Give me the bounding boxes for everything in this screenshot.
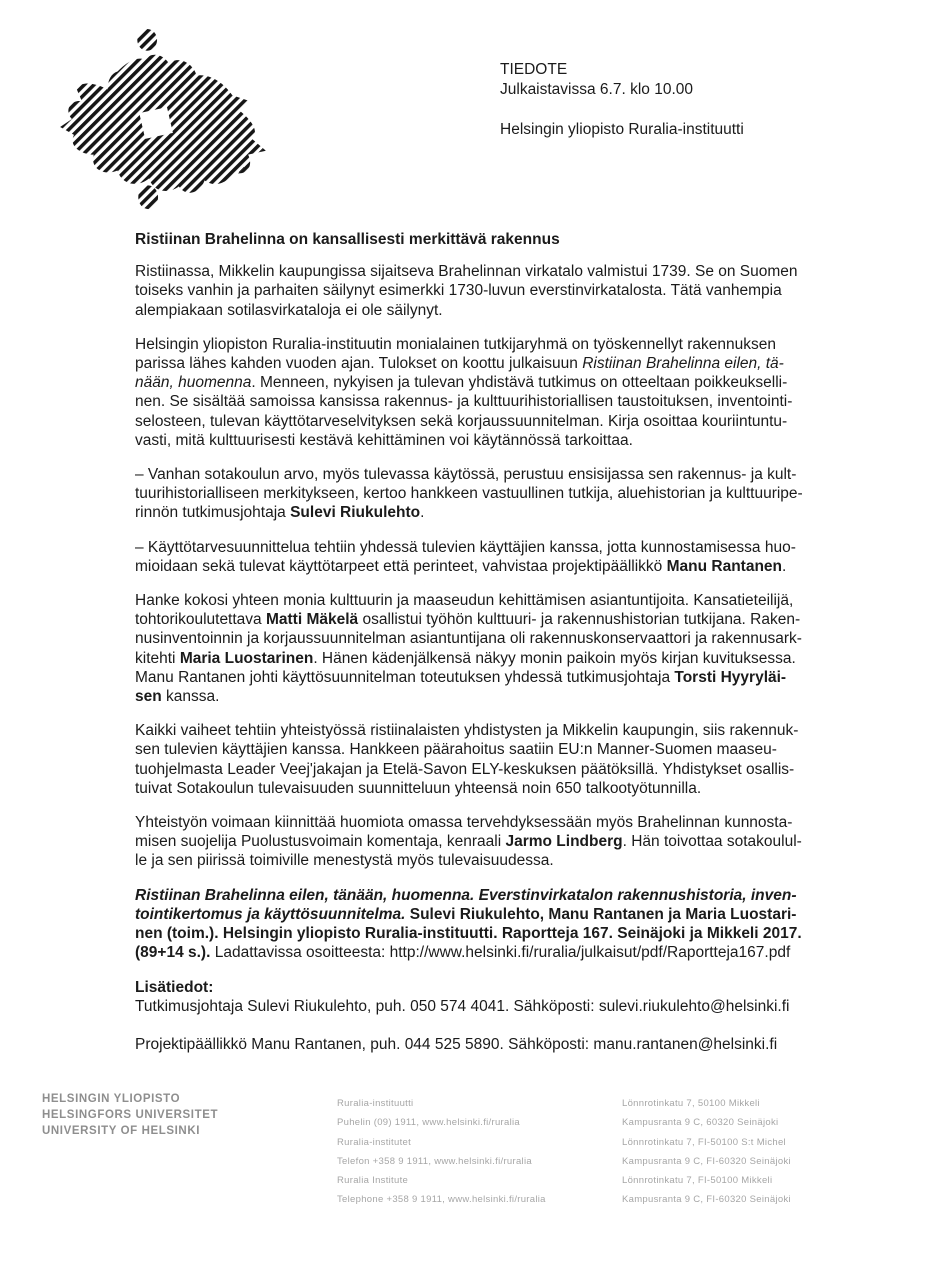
text-line: tohtorikoulutettava Matti Mäkelä osallistui työhön kulttuuri- ja rakennushistorian tutkijana. Raken- — [135, 611, 801, 629]
contact-lines — [135, 997, 923, 1054]
document-title: Ristiinan Brahelinna on kansallisesti merkittävä rakennus — [135, 231, 560, 248]
footer-institute-line: Telefon +358 9 1911, www.helsinki.fi/ruralia — [337, 1155, 532, 1167]
text-line: Helsingin yliopiston Ruralia-instituutin monialainen tutkijaryhmä on työskennellyt rakennuksen — [135, 335, 777, 353]
footer-institute-line: Ruralia Institute — [337, 1175, 409, 1187]
contact-line: Projektipäällikkö Manu Rantanen, puh. 044 525 5890. Sähköposti: manu.rantanen@helsinki.fi — [135, 1035, 778, 1053]
footer-institute-column — [337, 1094, 546, 1210]
body-paragraphs — [135, 262, 923, 962]
text-line: Hanke kokosi yhteen monia kulttuurin ja maaseudun kehittämisen asiantuntijoita. Kansatieteilijä, — [135, 592, 794, 610]
lion-emblem-icon — [60, 28, 268, 216]
footer-institute-line: Puhelin (09) 1911, www.helsinki.fi/ruralia — [337, 1117, 520, 1129]
text-line: toiseks vanhin ja parhaiten säilynyt esimerkki 1730-luvun everstinvirkatalosta. Tätä vanhempia — [135, 282, 782, 300]
text-line: Manu Rantanen johti käyttösuunnitelman toteutuksen yhdessä tutkimusjohtaja Torsti Hyyryläi- — [135, 668, 787, 686]
paragraph — [135, 721, 923, 798]
text-line: – Vanhan sotakoulun arvo, myös tulevassa käytössä, perustuu ensisijassa sen rakennus- ja kult- — [135, 466, 797, 484]
university-name: HELSINGIN YLIOPISTO — [42, 1093, 181, 1105]
text-line: nusinventoinnin ja korjaussuunnitelman asiantuntijana oli rakennuskonservaattori ja rakennusark- — [135, 630, 802, 648]
text-line: mioidaan sekä tulevat käyttötarpeet että perinteet, vahvistaa projektipäällikkö Manu Rantanen. — [135, 557, 787, 575]
text-line: alempiakaan sotilasvirkataloja ei ole säilynyt. — [135, 301, 443, 319]
footer-address-line: Kampusranta 9 C, FI-60320 Seinäjoki — [622, 1155, 791, 1167]
text-line: tuohjelmasta Leader Veej'jakajan ja Etelä-Savon ELY-keskuksen päätöksillä. Yhdistykset osallis- — [135, 760, 795, 778]
footer-address-line: Lönnrotinkatu 7, FI-50100 Mikkeli — [622, 1175, 773, 1187]
footer-address-line: Kampusranta 9 C, 60320 Seinäjoki — [622, 1117, 779, 1129]
university-name: UNIVERSITY OF HELSINKI — [42, 1125, 201, 1137]
organization-name: Helsingin yliopisto Ruralia-instituutti — [500, 121, 744, 138]
footer-institute-line: Ruralia-institutet — [337, 1136, 412, 1148]
text-line: tointikertomus ja käyttösuunnitelma. Sulevi Riukulehto, Manu Rantanen ja Maria Luostari- — [135, 905, 797, 923]
university-of-helsinki-logo — [60, 28, 268, 216]
text-line: Ristiinan Brahelinna eilen, tänään, huomenna. Everstinvirkatalon rakennushistoria, inven- — [135, 886, 797, 904]
text-line: tuurihistorialliseen merkitykseen, kertoo hankkeen vastuullinen tutkija, aluehistorian ja kulttuuripe- — [135, 485, 803, 503]
paragraph — [135, 262, 923, 320]
publish-info: Julkaistavissa 6.7. klo 10.00 — [500, 81, 693, 98]
contact-section — [135, 978, 923, 1055]
text-line: sen kanssa. — [135, 688, 220, 706]
press-release-header — [500, 60, 744, 140]
text-line: Ristiinassa, Mikkelin kaupungissa sijaitseva Brahelinnan virkatalo valmistui 1739. Se on Suomen — [135, 263, 798, 281]
footer-address-line: Lönnrotinkatu 7, 50100 Mikkeli — [622, 1098, 760, 1109]
text-line: rinnön tutkimusjohtaja Sulevi Riukulehto. — [135, 504, 425, 522]
text-line: le ja sen piirissä toimiville menestystä myös tulevaisuudessa. — [135, 852, 554, 870]
text-line: selosteen, tulevan käyttötarveselvityksen sekä korjaussuunnitelman. Kirja osoittaa kouriintuntu- — [135, 412, 788, 430]
text-line: kitehti Maria Luostarinen. Hänen kädenjälkensä näkyy monin paikoin myös kirjan kuvituksessa. — [135, 649, 796, 667]
document-body — [135, 230, 923, 1073]
text-line: nen (toim.). Helsingin yliopisto Ruralia-instituutti. Raportteja 167. Seinäjoki ja Mikkeli 2017. — [135, 925, 802, 943]
text-line: tuivat Sotakoulun tulevaisuuden suunnitteluun yhteensä noin 650 talkootyötunnilla. — [135, 779, 702, 797]
text-line: nään, huomenna. Menneen, nykyisen ja tulevan yhdistävä tutkimus on otteeltaan poikkeukselli- — [135, 374, 788, 392]
text-line: vasti, mitä kulttuurisesti kestävä kehittäminen voi käytännössä tarkoittaa. — [135, 431, 633, 449]
paragraph — [135, 886, 923, 963]
text-line: parissa lähes kahden vuoden ajan. Tulokset on koottu julkaisuun Ristiinan Brahelinna eilen, tä- — [135, 355, 784, 373]
contact-line: Tutkimusjohtaja Sulevi Riukulehto, puh. 050 574 4041. Sähköposti: sulevi.riukulehto@helsinki.fi — [135, 997, 790, 1015]
footer-address-line: Kampusranta 9 C, FI-60320 Seinäjoki — [622, 1194, 791, 1206]
footer-address-column — [622, 1094, 791, 1210]
text-line: nen. Se sisältää samoissa kansissa rakennus- ja kulttuurihistoriallisen taustoituksen, inventointi- — [135, 393, 793, 411]
footer-university-names — [42, 1091, 218, 1139]
paragraph — [135, 465, 923, 523]
university-name: HELSINGFORS UNIVERSITET — [42, 1109, 219, 1121]
contact-heading: Lisätiedot: — [135, 978, 214, 996]
footer-institute-line: Telephone +358 9 1911, www.helsinki.fi/ruralia — [337, 1194, 546, 1206]
text-line: misen suojelija Puolustusvoimain komentaja, kenraali Jarmo Lindberg. Hän toivottaa sotakoulul- — [135, 833, 802, 851]
text-line: sen tulevien käyttäjien kanssa. Hankkeen päärahoitus saatiin EU:n Manner-Suomen maaseu- — [135, 741, 777, 759]
footer-address-line: Lönnrotinkatu 7, FI-50100 S:t Michel — [622, 1136, 786, 1148]
paragraph — [135, 591, 923, 706]
document-type-label: TIEDOTE — [500, 61, 568, 78]
paragraph — [135, 335, 923, 450]
text-line: (89+14 s.). Ladattavissa osoitteesta: http://www.helsinki.fi/ruralia/julkaisut/pdf/Raportteja167.pdf — [135, 944, 791, 962]
text-line: – Käyttötarvesuunnittelua tehtiin yhdessä tulevien käyttäjien kanssa, jotta kunnostamisessa huo- — [135, 538, 796, 556]
paragraph — [135, 538, 923, 576]
text-line: Yhteistyön voimaan kiinnittää huomiota omassa tervehdyksessään myös Brahelinnan kunnosta- — [135, 814, 793, 832]
footer-institute-line: Ruralia-instituutti — [337, 1098, 414, 1109]
paragraph — [135, 813, 923, 871]
text-line: Kaikki vaiheet tehtiin yhteistyössä ristiinalaisten yhdistysten ja Mikkelin kaupungin, siis rakennuk- — [135, 722, 799, 740]
